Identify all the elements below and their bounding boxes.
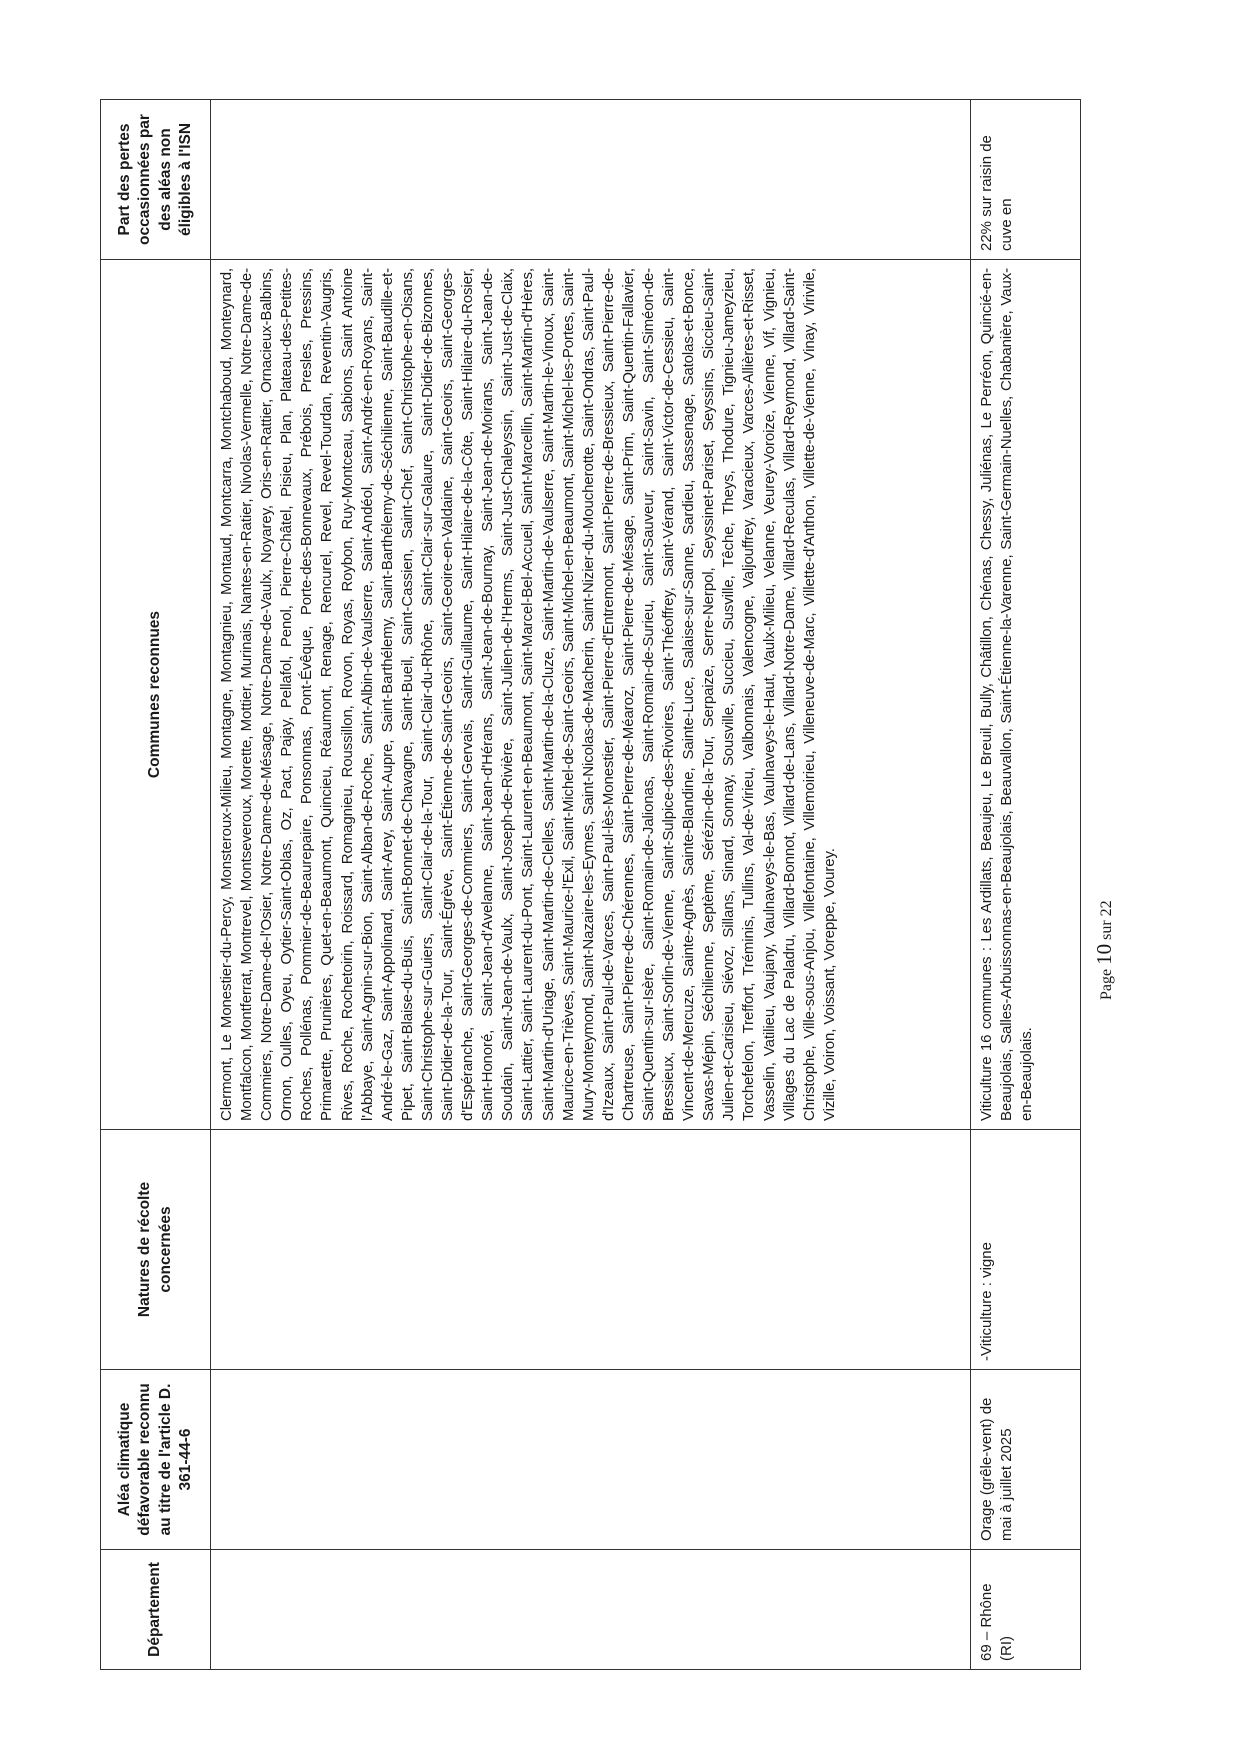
header-part: Part des pertes occasionnées par des aléas non éligibles à l'ISN (101, 100, 211, 260)
cell-departement: 69 – Rhône (RI) (971, 1550, 1081, 1670)
header-communes: Communes reconnues (101, 260, 211, 1130)
cell-departement (211, 1550, 971, 1670)
cell-natures: -Viticulture : vigne (971, 1130, 1081, 1370)
cell-part: 22% sur raisin de cuve en (971, 100, 1081, 260)
rotated-table-container (100, 100, 1080, 1670)
header-alea: Aléa climatique défavorable reconnu au titre de l'article D. 361-44-6 (101, 1370, 211, 1550)
cell-alea (211, 1370, 971, 1550)
table-row (971, 100, 1081, 1670)
cell-communes: Viticulture 16 communes : Les Ardillats, Beaujeu, Le Breuil, Bully, Châtillon, Chénas, Chessy, Juliénas, Le Perréon, Quincié-en-Beaujolais, Salles-Arbuissonnas-en-Beaujolais, Beauvallon, Saint-Étienne-la-Varenne, Saint-Germain-Nuelles, Chabanière, Vaux-en-Beaujolais. (971, 260, 1081, 1130)
table-row (211, 100, 971, 1670)
cell-part (211, 100, 971, 260)
header-natures: Natures de récolte concernées (101, 1130, 211, 1370)
page-prefix: Page (1098, 968, 1115, 1000)
page-footer (1092, 880, 1152, 1000)
page-number-label (1092, 900, 1117, 1000)
page-suffix: sur 22 (1098, 900, 1115, 940)
communes-table (100, 99, 1081, 1670)
table-header-row (101, 100, 211, 1670)
cell-natures (211, 1130, 971, 1370)
cell-alea: Orage (grêle-vent) de mai à juillet 2025 (971, 1370, 1081, 1550)
page-number: 10 (1092, 943, 1116, 965)
cell-communes: Clermont, Le Monestier-du-Percy, Monsteroux-Milieu, Montagne, Montagnieu, Montaud, Montcarra, Montchaboud, Monteynard, Montfalcon, Montferrat, Montrevel, Montseveroux, Morette, Mottier, Murinais, Nantes-en-Ratier, Nivolas-Vermelle, Notre-Dame-de-Commiers, Notre-Dame-de-l'Osier, Notre-Dame-de-Mésage, Notre-Dame-de-Vaulx, Noyarey, Oris-en-Rattier, Ornacieux-Balbins, Ornon, Oulles, Oyeu, Oytier-Saint-Oblas, Oz, Pact, Pajay, Pellafol, Penol, Pierre-Châtel, Pisieu, Plan, Plateau-des-Petites-Roches, Pollénas, Pommier-de-Beaurepaire, Ponsonnas, Pont-Évêque, Porte-des-Bonnevaux, Prébois, Presles, Pressins, Primarette, Prunières, Quet-en-Beaumont, Quincieu, Réaumont, Renage, Rencurel, Revel, Revel-Tourdan, Reventin-Vaugris, Rives, Roche, Rochetoirin, Roissard, Romagnieu, Roussillon, Rovon, Royas, Roybon, Ruy-Montceau, Sabions, Saint Antoine l'Abbaye, Saint-Agnin-sur-Bion, Saint-Alban-de-Roche, Saint-Albin-de-Vaulserre, Saint-Andéol, Saint-André-en-Royans, Saint-André-le-Gaz, Saint-Appolinard, Saint-Arey, Saint-Aupre, Saint-Barthélemy, Saint-Barthélemy-de-Séchilienne, Saint-Baudille-et-Pipet, Saint-Blaise-du-Buis, Saint-Bonnet-de-Chavagne, Saint-Bueil, Saint-Cassien, Saint-Chef, Saint-Christophe-en-Oisans, Saint-Christophe-sur-Guiers, Saint-Clair-de-la-Tour, Saint-Clair-du-Rhône, Saint-Clair-sur-Galaure, Saint-Didier-de-Bizonnes, Saint-Didier-de-la-Tour, Saint-Égrève, Saint-Étienne-de-Saint-Geoirs, Saint-Geoire-en-Valdaine, Saint-Geoirs, Saint-Georges-d'Espéranche, Saint-Georges-de-Commiers, Saint-Gervais, Saint-Guillaume, Saint-Hilaire-de-la-Côte, Saint-Hilaire-du-Rosier, Saint-Honoré, Saint-Jean-d'Avelanne, Saint-Jean-d'Hérans, Saint-Jean-de-Bournay, Saint-Jean-de-Moirans, Saint-Jean-de-Soudain, Saint-Jean-de-Vaulx, Saint-Joseph-de-Rivière, Saint-Julien-de-l'Herms, Saint-Just-Chaleyssin, Saint-Just-de-Claix, Saint-Lattier, Saint-Laurent-du-Pont, Saint-Laurent-en-Beaumont, Saint-Marcel-Bel-Accueil, Saint-Marcellin, Saint-Martin-d'Hères, Saint-Martin-d'Uriage, Saint-Martin-de-Clelles, Saint-Martin-de-la-Cluze, Saint-Martin-de-Vaulserre, Saint-Martin-le-Vinoux, Saint-Maurice-en-Trièves, Saint-Maurice-l'Exil, Saint-Michel-de-Saint-Geoirs, Saint-Michel-en-Beaumont, Saint-Michel-les-Portes, Saint-Mury-Monteymond, Saint-Nazaire-les-Eymes, Saint-Nicolas-de-Macherin, Saint-Nizier-du-Moucherotte, Saint-Ondras, Saint-Paul-d'Izeaux, Saint-Paul-de-Varces, Saint-Paul-lès-Monestier, Saint-Pierre-d'Entremont, Saint-Pierre-de-Bressieux, Saint-Pierre-de-Chartreuse, Saint-Pierre-de-Chérennes, Saint-Pierre-de-Méaroz, Saint-Pierre-de-Mésage, Saint-Prim, Saint-Quentin-Fallavier, Saint-Quentin-sur-Isère, Saint-Romain-de-Jalionas, Saint-Romain-de-Surieu, Saint-Sauveur, Saint-Savin, Saint-Siméon-de-Bressieux, Saint-Sorlin-de-Vienne, Saint-Sulpice-des-Rivoires, Saint-Théoffrey, Saint-Vérand, Saint-Victor-de-Cessieu, Saint-Vincent-de-Mercuze, Sainte-Agnès, Sainte-Blandine, Sainte-Luce, Salaise-sur-Sanne, Sardieu, Sassenage, Satolas-et-Bonce, Savas-Mépin, Séchilienne, Septème, Sérézin-de-la-Tour, Serpaize, Serre-Nerpol, Seyssinet-Pariset, Seyssins, Siccieu-Saint-Julien-et-Carisieu, Siévoz, Sillans, Sinard, Sonnay, Sousville, Succieu, Susville, Têche, Theys, Thodure, Tignieu-Jameyzieu, Torchefelon, Treffort, Tréminis, Tullins, Val-de-Virieu, Valbonnais, Valencogne, Valjouffrey, Varacieux, Varces-Allières-et-Risset, Vasselin, Vatilieu, Vaujany, Vaulnaveys-le-Bas, Vaulnaveys-le-Haut, Vaulx-Milieu, Velanne, Veurey-Voroize, Vienne, Vif, Vignieu, Villages du Lac de Paladru, Villard-Bonnot, Villard-de-Lans, Villard-Notre-Dame, Villard-Reculas, Villard-Reymond, Villard-Saint-Christophe, Ville-sous-Anjou, Villefontaine, Villemoirieu, Villeneuve-de-Marc, Villette-d'Anthon, Villette-de-Vienne, Vinay, Virivile, Vizille, Voiron, Voissant, Voreppe, Vourey. (211, 260, 971, 1130)
header-departement: Département (101, 1550, 211, 1670)
